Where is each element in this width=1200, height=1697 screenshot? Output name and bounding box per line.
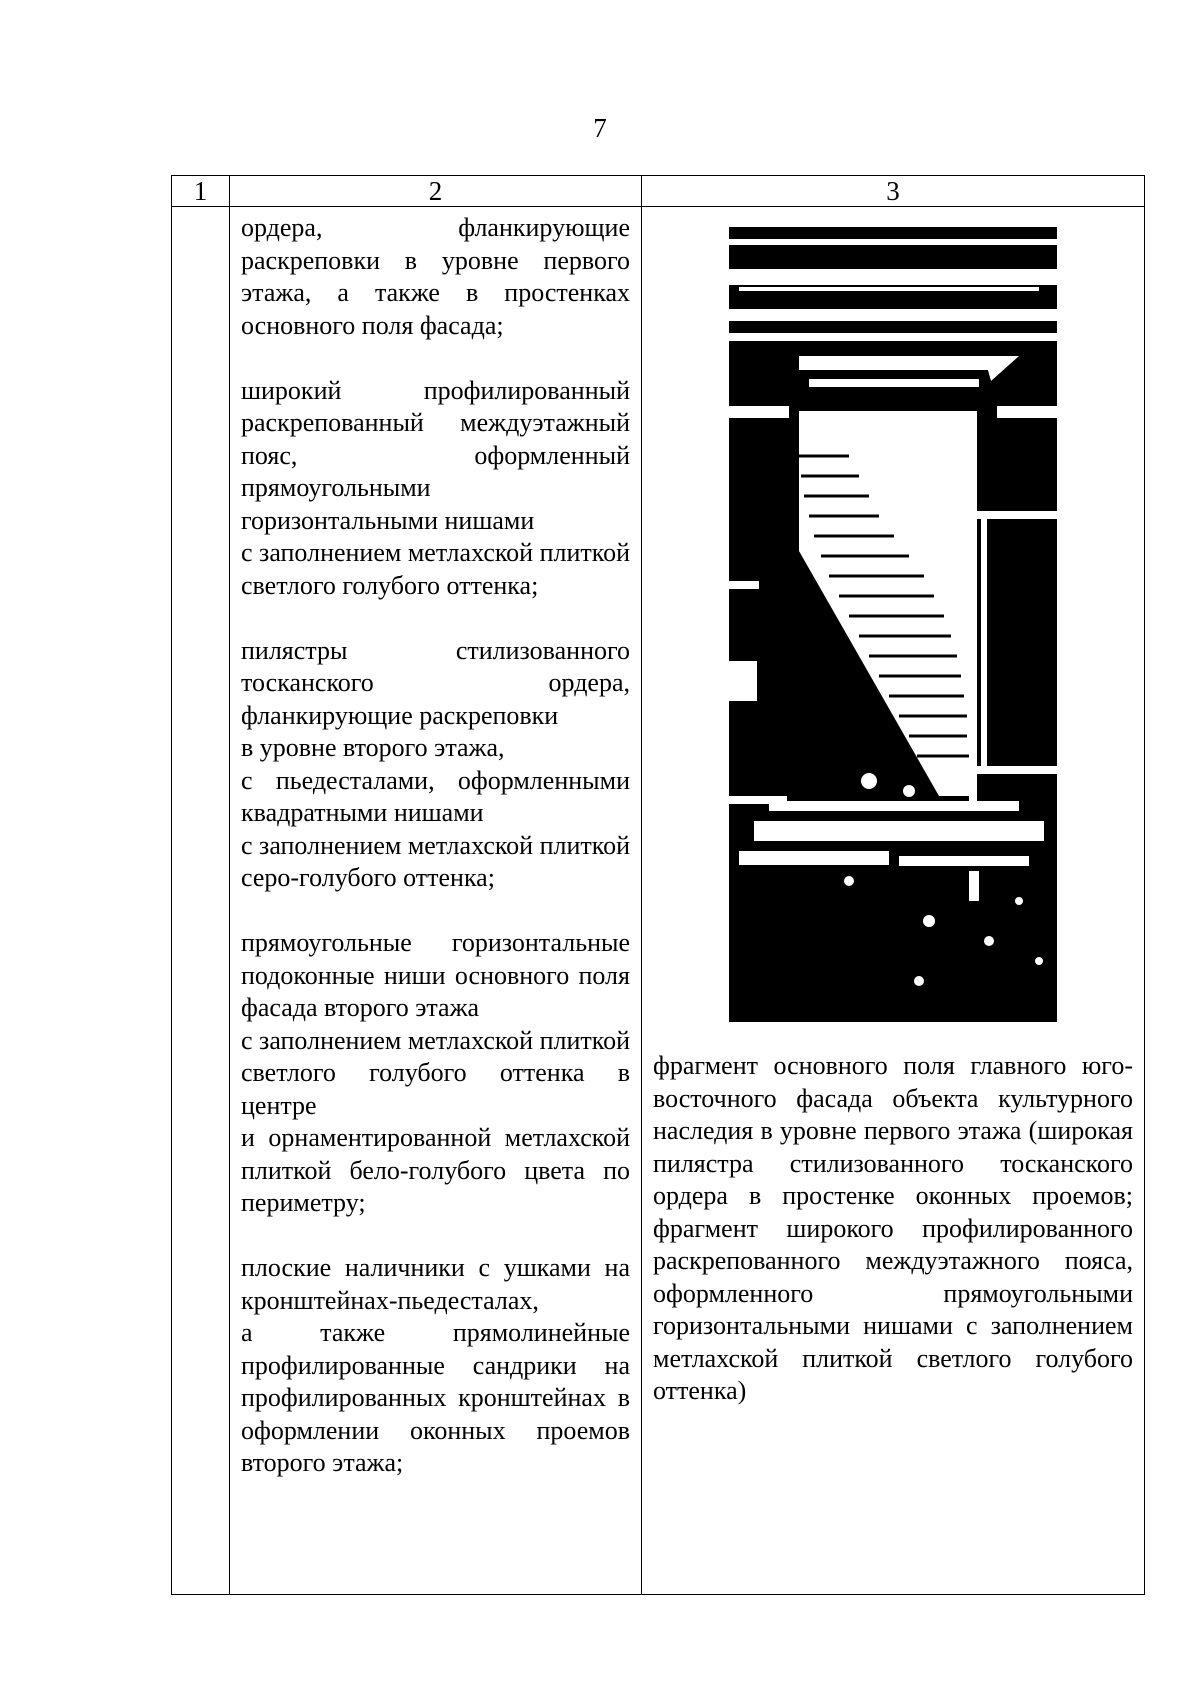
description-paragraph-5: плоские наличники с ушками на кронштейнах-пьедесталах, а также прямолинейные профилированные сандрики на профилированных кронштейнах в оформлении оконных проемов второго этажа; (241, 1253, 630, 1477)
table-header-row (172, 176, 1145, 207)
description-paragraph-1: ордера, фланкирующие раскреповки в уровне первого этажа, а также в простенках основного поля фасада; (241, 213, 630, 340)
column-header-3: 3 (642, 176, 1145, 207)
photo-cell (642, 207, 1145, 1595)
photo-caption: фрагмент основного поля главного юго-восточного фасада объекта культурного наследия в уровне первого этажа (широкая пилястра стилизованного тосканского ордера в простенке оконных проемов; фрагмент широкого профилированного раскрепованного междуэтажного пояса, оформленного прямоугольными горизонтальными нишами с заполнением метлахской плиткой светлого голубого оттенка) (653, 1051, 1133, 1405)
description-paragraph-3: пилястры стилизованного тосканского ордера, фланкирующие раскреповки в уровне второго этажа, с пьедесталами, оформленными квадратными нишами с заполнением метлахской плиткой серо-голубого оттенка; (241, 635, 630, 892)
facade-photo (729, 221, 1057, 1022)
description-text (230, 207, 641, 1480)
description-paragraph-2: широкий профилированный раскрепованный междуэтажный пояс, оформленный прямоугольными горизонтальными нишами с заполнением метлахской плиткой светлого голубого оттенка; (241, 375, 630, 600)
photo-wrapper (642, 207, 1144, 1022)
page-number: 7 (593, 113, 607, 143)
table-row (172, 207, 1145, 1595)
column-header-1: 1 (172, 176, 230, 207)
heritage-elements-table (171, 175, 1145, 1595)
description-paragraph-4: прямоугольные горизонтальные подоконные ниши основного поля фасада второго этажа с заполнением метлахской плиткой светлого голубого оттенка в центре и орнаментированной метлахской плиткой бело-голубого цвета по периметру; (241, 928, 630, 1217)
column-header-2: 2 (230, 176, 642, 207)
row-number-cell (172, 207, 230, 1595)
description-cell (230, 207, 642, 1595)
